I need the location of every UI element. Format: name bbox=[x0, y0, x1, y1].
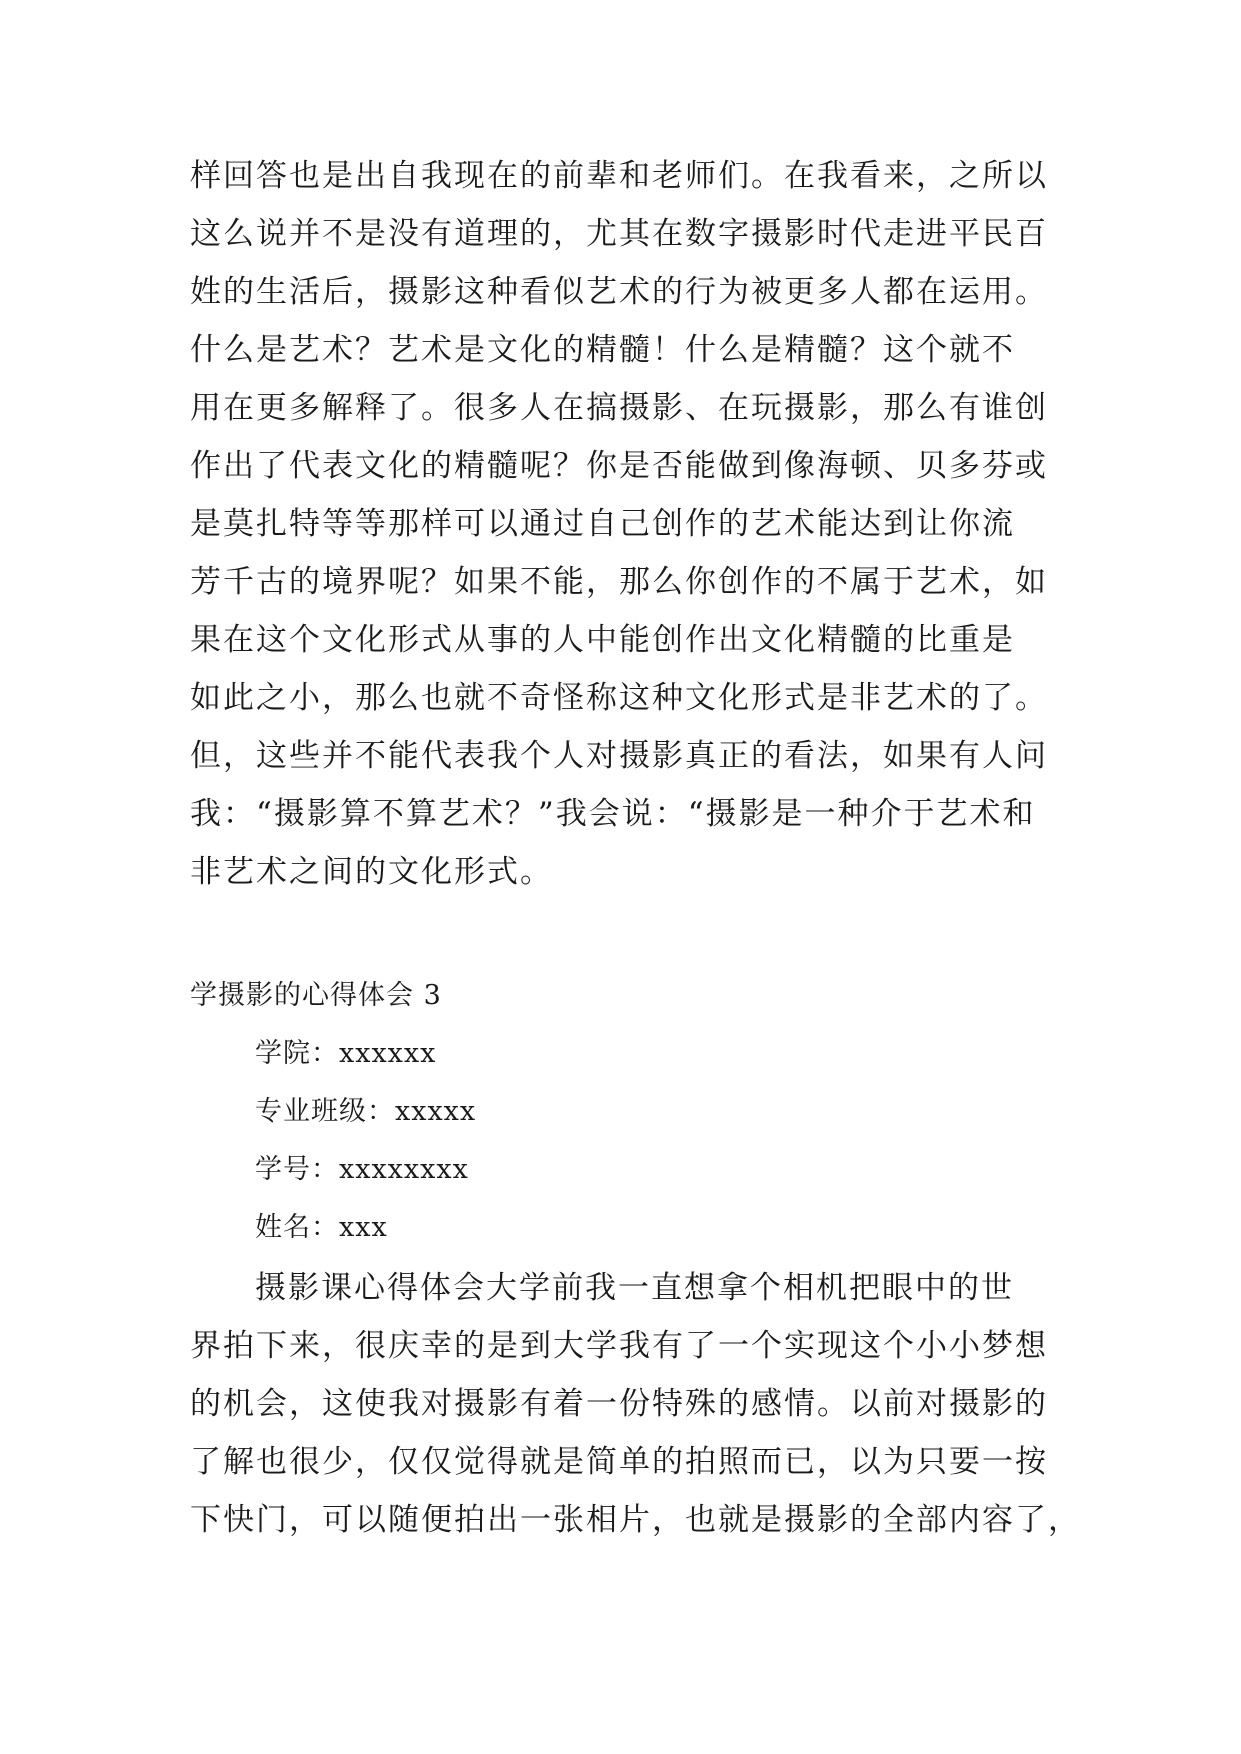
paragraph-line: 什么是艺术？艺术是文化的精髓！什么是精髓？这个就不 bbox=[190, 332, 1015, 368]
paragraph-line: 用在更多解释了。很多人在搞摄影、在玩摄影，那么有谁创 bbox=[190, 390, 1048, 426]
major-class-field: 专业班级：xxxxx bbox=[255, 1096, 477, 1127]
paragraph-line: 姓的生活后，摄影这种看似艺术的行为被更多人都在运用。 bbox=[190, 274, 1048, 310]
paragraph-line: 是莫扎特等等那样可以通过自己创作的艺术能达到让你流 bbox=[190, 506, 1015, 542]
paragraph-line: 非艺术之间的文化形式。 bbox=[190, 854, 553, 890]
student-id-field: 学号：xxxxxxxx bbox=[255, 1154, 469, 1185]
paragraph-line: 作出了代表文化的精髓呢？你是否能做到像海顿、贝多芬或 bbox=[190, 448, 1048, 484]
paragraph-line: 界拍下来，很庆幸的是到大学我有了一个实现这个小小梦想 bbox=[190, 1328, 1048, 1364]
paragraph-line: 如此之小，那么也就不奇怪称这种文化形式是非艺术的了。 bbox=[190, 680, 1048, 716]
paragraph-line: 样回答也是出自我现在的前辈和老师们。在我看来，之所以 bbox=[190, 158, 1048, 194]
college-field: 学院：xxxxxx bbox=[255, 1038, 437, 1069]
paragraph-line: 的机会，这使我对摄影有着一份特殊的感情。以前对摄影的 bbox=[190, 1386, 1048, 1422]
name-field: 姓名：xxx bbox=[255, 1212, 388, 1243]
paragraph-line: 果在这个文化形式从事的人中能创作出文化精髓的比重是 bbox=[190, 622, 1015, 658]
paragraph-line: 了解也很少，仅仅觉得就是简单的拍照而已，以为只要一按 bbox=[190, 1444, 1048, 1480]
section-title: 学摄影的心得体会 3 bbox=[190, 980, 442, 1011]
paragraph-line: 下快门，可以随便拍出一张相片，也就是摄影的全部内容了， bbox=[190, 1502, 1081, 1538]
paragraph-line: 但，这些并不能代表我个人对摄影真正的看法，如果有人问 bbox=[190, 738, 1048, 774]
paragraph-line: 这么说并不是没有道理的，尤其在数字摄影时代走进平民百 bbox=[190, 216, 1048, 252]
paragraph-line: 摄影课心得体会大学前我一直想拿个相机把眼中的世 bbox=[255, 1270, 1014, 1306]
paragraph-line: 我：“摄影算不算艺术？”我会说：“摄影是一种介于艺术和 bbox=[190, 796, 1036, 832]
paragraph-line: 芳千古的境界呢？如果不能，那么你创作的不属于艺术，如 bbox=[190, 564, 1048, 600]
